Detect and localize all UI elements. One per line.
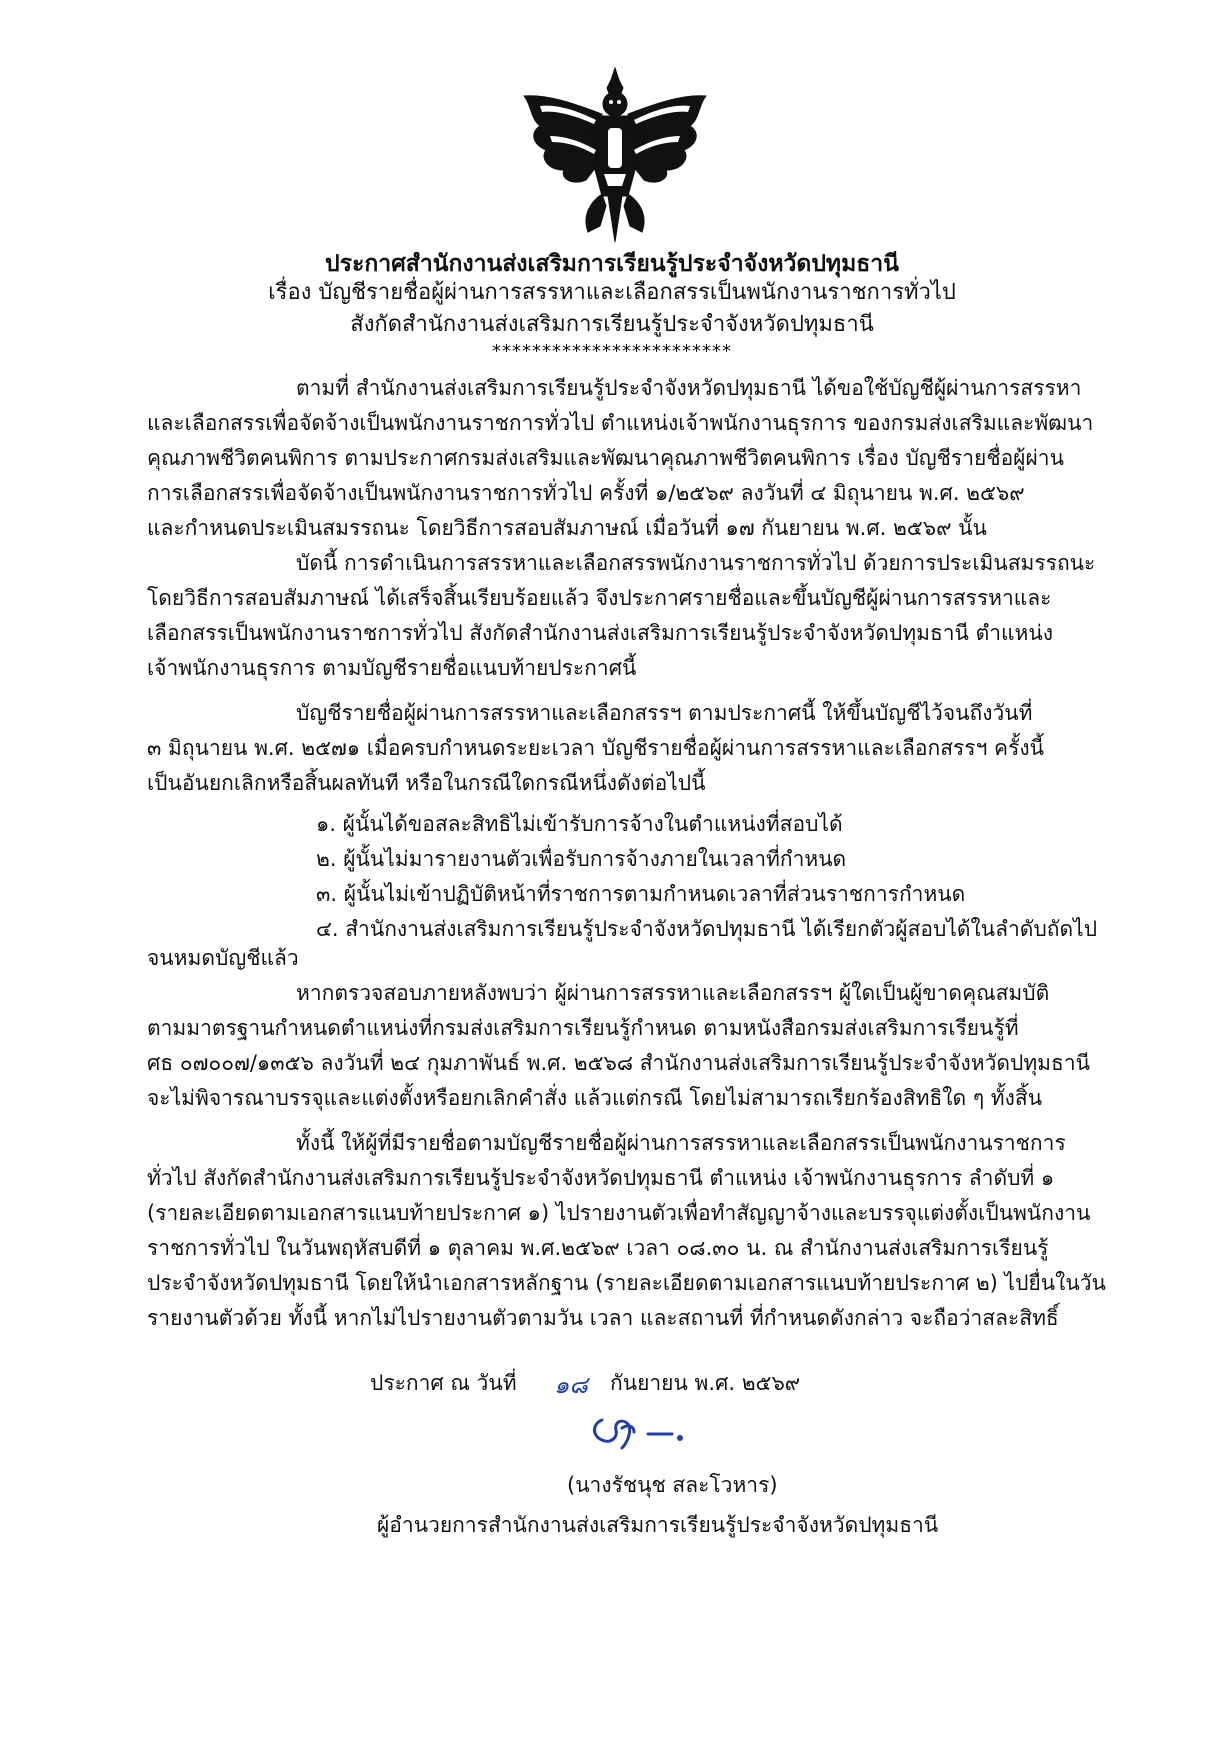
- paragraph-5-line: ประจำจังหวัดปทุมธานี โดยให้นำเอกสารหลักฐาน (รายละเอียดตามเอกสารแนบท้ายประกาศ ๒) ไปยื่นในวัน: [147, 1271, 1106, 1295]
- condition-item: ๒. ผู้นั้นไม่มารายงานตัวเพื่อรับการจ้างภายในเวลาที่กำหนด: [316, 847, 847, 871]
- signatory-position: ผู้อำนวยการสำนักงานส่งเสริมการเรียนรู้ประจำจังหวัดปทุมธานี: [377, 1513, 939, 1537]
- paragraph-2-line: โดยวิธีการสอบสัมภาษณ์ ได้เสร็จสิ้นเรียบร้อยแล้ว จึงประกาศรายชื่อและขึ้นบัญชีผู้ผ่านการสรรหาและ: [147, 586, 1052, 610]
- document-affiliation: สังกัดสำนักงานส่งเสริมการเรียนรู้ประจำจังหวัดปทุมธานี: [350, 312, 874, 337]
- announcement-date-day: ๑๘: [554, 1371, 588, 1399]
- paragraph-2-line: เลือกสรรเป็นพนักงานราชการทั่วไป สังกัดสำนักงานส่งเสริมการเรียนรู้ประจำจังหวัดปทุมธานี ตำแหน่ง: [147, 621, 1054, 645]
- paragraph-2-line: เจ้าพนักงานธุรการ ตามบัญชีรายชื่อแนบท้ายประกาศนี้: [147, 656, 637, 680]
- condition-item: ๓. ผู้นั้นไม่เข้าปฏิบัติหน้าที่ราชการตามกำหนดเวลาที่ส่วนราชการกำหนด: [316, 882, 966, 906]
- paragraph-5-line: ราชการทั่วไป ในวันพฤหัสบดีที่ ๑ ตุลาคม พ.ศ.๒๕๖๙ เวลา ๐๘.๓๐ น. ณ สำนักงานส่งเสริมการเรียนรู้: [147, 1236, 1049, 1260]
- announcement-date-suffix: กันยายน พ.ศ. ๒๕๖๙: [610, 1371, 801, 1395]
- condition-item-continuation: จนหมดบัญชีแล้ว: [147, 946, 299, 970]
- paragraph-2-line: บัดนี้ การดำเนินการสรรหาและเลือกสรรพนักงานราชการทั่วไป ด้วยการประเมินสมรรถนะ: [296, 551, 1096, 575]
- paragraph-4-line: หากตรวจสอบภายหลังพบว่า ผู้ผ่านการสรรหาและเลือกสรรฯ ผู้ใดเป็นผู้ขาดคุณสมบัติ: [296, 981, 1050, 1005]
- condition-item: ๔. สำนักงานส่งเสริมการเรียนรู้ประจำจังหวัดปทุมธานี ได้เรียกตัวผู้สอบได้ในลำดับถัดไป: [316, 917, 1098, 941]
- paragraph-3-line: ๓ มิถุนายน พ.ศ. ๒๕๗๑ เมื่อครบกำหนดระยะเวลา บัญชีรายชื่อผู้ผ่านการสรรหาและเลือกสรรฯ ครั้งนี้: [147, 736, 1044, 760]
- paragraph-4-line: ตามมาตรฐานกำหนดตำแหน่งที่กรมส่งเสริมการเรียนรู้กำหนด ตามหนังสือกรมส่งเสริมการเรียนรู้ที่: [147, 1016, 1019, 1040]
- paragraph-4-line: ศธ ๐๗๐๐๗/๑๓๕๖ ลงวันที่ ๒๔ กุมภาพันธ์ พ.ศ. ๒๕๖๘ สำนักงานส่งเสริมการเรียนรู้ประจำจังหวัดปทุมธานี: [147, 1051, 1090, 1075]
- header-separator: ************************: [492, 341, 732, 362]
- announcement-date-prefix: ประกาศ ณ วันที่: [370, 1371, 517, 1395]
- garuda-emblem: [520, 66, 710, 246]
- paragraph-1-line: และเลือกสรรเพื่อจัดจ้างเป็นพนักงานราชการทั่วไป ตำแหน่งเจ้าพนักงานธุรการ ของกรมส่งเสริมและพัฒนา: [147, 411, 1094, 435]
- document-subject: เรื่อง บัญชีรายชื่อผู้ผ่านการสรรหาและเลือกสรรเป็นพนักงานราชการทั่วไป: [268, 280, 956, 305]
- paragraph-1-line: ตามที่ สำนักงานส่งเสริมการเรียนรู้ประจำจังหวัดปทุมธานี ได้ขอใช้บัญชีผู้ผ่านการสรรหา: [296, 376, 1082, 400]
- condition-item: ๑. ผู้นั้นได้ขอสละสิทธิไม่เข้ารับการจ้างในตำแหน่งที่สอบได้: [316, 812, 843, 836]
- document-title: ประกาศสำนักงานส่งเสริมการเรียนรู้ประจำจังหวัดปทุมธานี: [325, 251, 899, 277]
- paragraph-3-line: บัญชีรายชื่อผู้ผ่านการสรรหาและเลือกสรรฯ ตามประกาศนี้ ให้ขึ้นบัญชีไว้จนถึงวันที่: [296, 701, 1033, 725]
- paragraph-5-line: ทั้งนี้ ให้ผู้ที่มีรายชื่อตามบัญชีรายชื่อผู้ผ่านการสรรหาและเลือกสรรเป็นพนักงานราชการ: [296, 1131, 1066, 1155]
- handwritten-signature: [588, 1410, 708, 1460]
- paragraph-5-line: ทั่วไป สังกัดสำนักงานส่งเสริมการเรียนรู้ประจำจังหวัดปทุมธานี ตำแหน่ง เจ้าพนักงานธุรการ ลำดับที่ ๑: [147, 1166, 1055, 1190]
- paragraph-5-line: (รายละเอียดตามเอกสารแนบท้ายประกาศ ๑) ไปรายงานตัวเพื่อทำสัญญาจ้างและบรรจุแต่งตั้งเป็นพนักงาน: [147, 1201, 1091, 1225]
- paragraph-1-line: การเลือกสรรเพื่อจัดจ้างเป็นพนักงานราชการทั่วไป ครั้งที่ ๑/๒๕๖๙ ลงวันที่ ๔ มิถุนายน พ.ศ. ๒๕๖๙: [147, 481, 1025, 505]
- paragraph-3-line: เป็นอันยกเลิกหรือสิ้นผลทันที หรือในกรณีใดกรณีหนึ่งดังต่อไปนี้: [147, 771, 706, 795]
- paragraph-4-line: จะไม่พิจารณาบรรจุและแต่งตั้งหรือยกเลิกคำสั่ง แล้วแต่กรณี โดยไม่สามารถเรียกร้องสิทธิใด ๆ ทั้งสิ้น: [147, 1086, 1043, 1110]
- paragraph-5-line: รายงานตัวด้วย ทั้งนี้ หากไม่ไปรายงานตัวตามวัน เวลา และสถานที่ ที่กำหนดดังกล่าว จะถือว่าสละสิทธิ์: [147, 1306, 1059, 1330]
- paragraph-1-line: คุณภาพชีวิตคนพิการ ตามประกาศกรมส่งเสริมและพัฒนาคุณภาพชีวิตคนพิการ เรื่อง บัญชีรายชื่อผู้ผ่าน: [147, 446, 1064, 470]
- signatory-name: (นางรัชนุช สละโวหาร): [567, 1473, 778, 1497]
- paragraph-1-line: และกำหนดประเมินสมรรถนะ โดยวิธีการสอบสัมภาษณ์ เมื่อวันที่ ๑๗ กันยายน พ.ศ. ๒๕๖๙ นั้น: [147, 516, 987, 540]
